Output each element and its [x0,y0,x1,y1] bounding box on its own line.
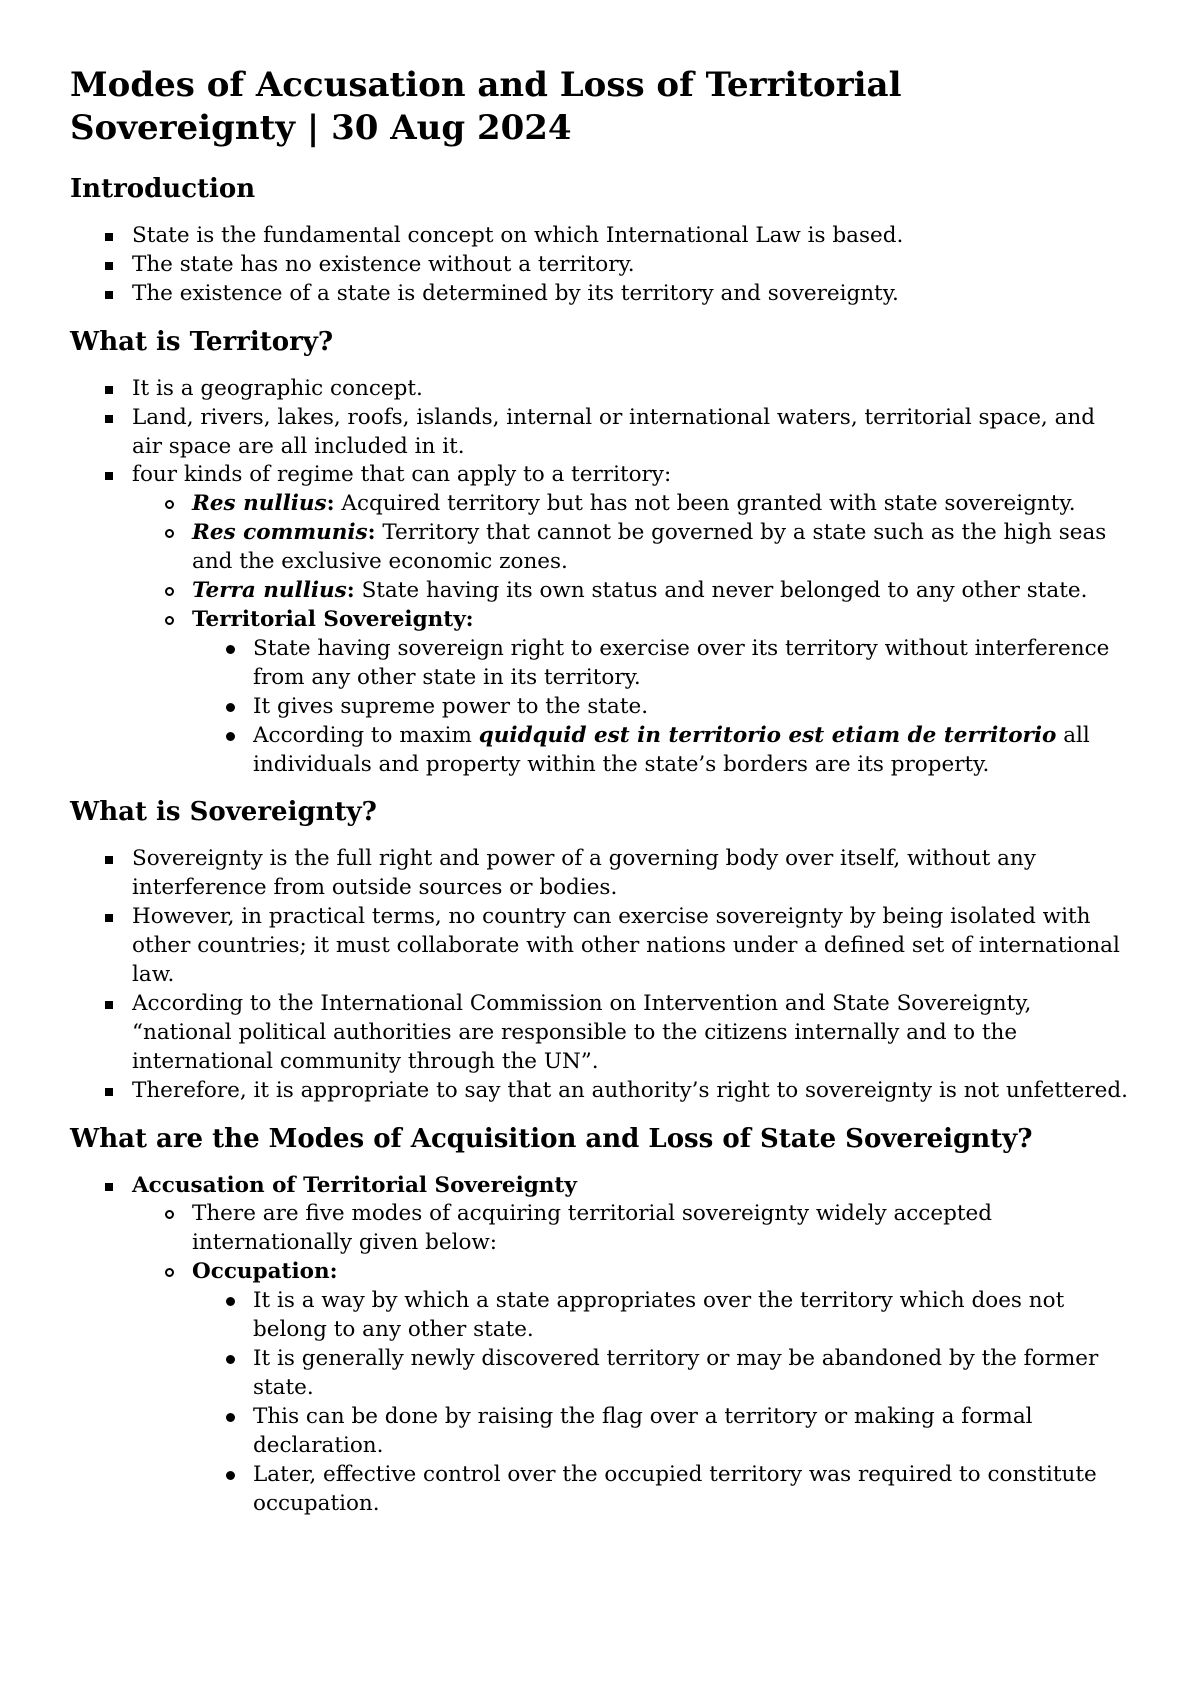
regime-item [132,606,1130,779]
modes-list [70,1172,1130,1519]
disc-bullet-icon [226,1471,235,1480]
list-item [132,1258,1130,1518]
occupation-label: Occupation: [192,1259,338,1285]
disc-bullet-icon [226,645,235,654]
square-bullet-icon [105,1001,113,1009]
list-item: Later, effective control over the occupied territory was required to constitute occupation. [192,1461,1130,1519]
circle-bullet-icon [165,500,174,509]
square-bullet-icon [105,233,113,241]
square-bullet-icon [105,415,113,423]
circle-bullet-icon [165,1210,174,1219]
circle-bullet-icon [165,616,174,625]
list-item: According to the International Commission on Intervention and State Sovereignty, “national political authorities are responsible to the citizens internally and to the international community through the UN”. [70,990,1130,1077]
list-item: According to maxim quidquid est in territorio est etiam de territorio all individuals and property within the state’s borders are its property. [192,722,1130,780]
square-bullet-icon [105,262,113,270]
list-item: The existence of a state is determined by its territory and sovereignty. [70,280,1130,309]
sovereignty-heading: What is Sovereignty? [70,797,377,828]
square-bullet-icon [105,472,113,480]
introduction-list [70,222,1130,309]
disc-bullet-icon [226,1297,235,1306]
territory-list [70,375,1130,780]
circle-bullet-icon [165,587,174,596]
sovereignty-points-list [192,635,1130,780]
territory-heading: What is Territory? [70,326,334,357]
regime-list [132,490,1130,779]
territorial-sovereignty-label: Territorial Sovereignty: [192,606,474,632]
regime-item: Res communis: Territory that cannot be governed by a state such as the high seas and the exclusive economic zones. [132,519,1130,577]
occupation-points-list [192,1287,1130,1518]
square-bullet-icon [105,291,113,299]
list-item: It is a geographic concept. [70,375,1130,404]
circle-bullet-icon [165,1268,174,1277]
list-item: It is a way by which a state appropriates over the territory which does not belong to any other state. [192,1287,1130,1345]
disc-bullet-icon [226,1355,235,1364]
list-item: This can be done by raising the flag over a territory or making a formal declaration. [192,1403,1130,1461]
accusation-sublist [132,1200,1130,1518]
square-bullet-icon [105,386,113,394]
list-item: It gives supreme power to the state. [192,693,1130,722]
list-item: Sovereignty is the full right and power of a governing body over itself, without any interference from outside sources or bodies. [70,845,1130,903]
list-item: There are five modes of acquiring territorial sovereignty widely accepted internationally given below: [132,1200,1130,1258]
regime-term: Terra nullius [192,578,347,604]
list-item [70,1172,1130,1519]
regime-term: Res nullius [192,491,327,517]
regime-item: Res nullius: Acquired territory but has not been granted with state sovereignty. [132,490,1130,519]
circle-bullet-icon [165,529,174,538]
square-bullet-icon [105,1088,113,1096]
list-item: It is generally newly discovered territory or may be abandoned by the former state. [192,1345,1130,1403]
regime-term: Res communis [192,520,368,546]
list-item: State is the fundamental concept on which International Law is based. [70,222,1130,251]
disc-bullet-icon [226,732,235,741]
list-item: However, in practical terms, no country can exercise sovereignty by being isolated with other countries; it must collaborate with other nations under a defined set of international law. [70,903,1130,990]
square-bullet-icon [105,914,113,922]
square-bullet-icon [105,1183,113,1191]
list-item: State having sovereign right to exercise over its territory without interference from any other state in its territory. [192,635,1130,693]
list-item: The state has no existence without a territory. [70,251,1130,280]
list-item: four kinds of regime that can apply to a territory: Res nullius: Acquired territory but has not been granted with state sovereignty. Res communis: Territory that cannot be governed by a state such as the high seas and the exclusive economic zones. Terra nullius: State having its own status and never belonged to any other state. Territorial Sovereignty: State having sovereign right to exercise over its territory without interference from any other state in its territory. It gives supreme power to the state. According to maxim quidquid est in territorio est etiam de territorio all individuals and property within the state’s borders are its property. [70,461,1130,779]
disc-bullet-icon [226,1413,235,1422]
modes-heading: What are the Modes of Acquisition and Loss of State Sovereignty? [70,1123,1033,1154]
maxim-term: quidquid est in territorio est etiam de territorio [478,722,1057,748]
regime-item: Terra nullius: State having its own status and never belonged to any other state. [132,577,1130,606]
list-item: Land, rivers, lakes, roofs, islands, internal or international waters, territorial space, and air space are all included in it. [70,404,1130,462]
list-item: Therefore, it is appropriate to say that an authority’s right to sovereignty is not unfettered. [70,1077,1130,1106]
accusation-label: Accusation of Territorial Sovereignty [132,1172,577,1198]
page-title: Modes of Accusation and Loss of Territorial Sovereignty | 30 Aug 2024 [70,65,902,148]
square-bullet-icon [105,856,113,864]
introduction-heading: Introduction [70,174,256,204]
sovereignty-list [70,845,1130,1105]
disc-bullet-icon [226,703,235,712]
